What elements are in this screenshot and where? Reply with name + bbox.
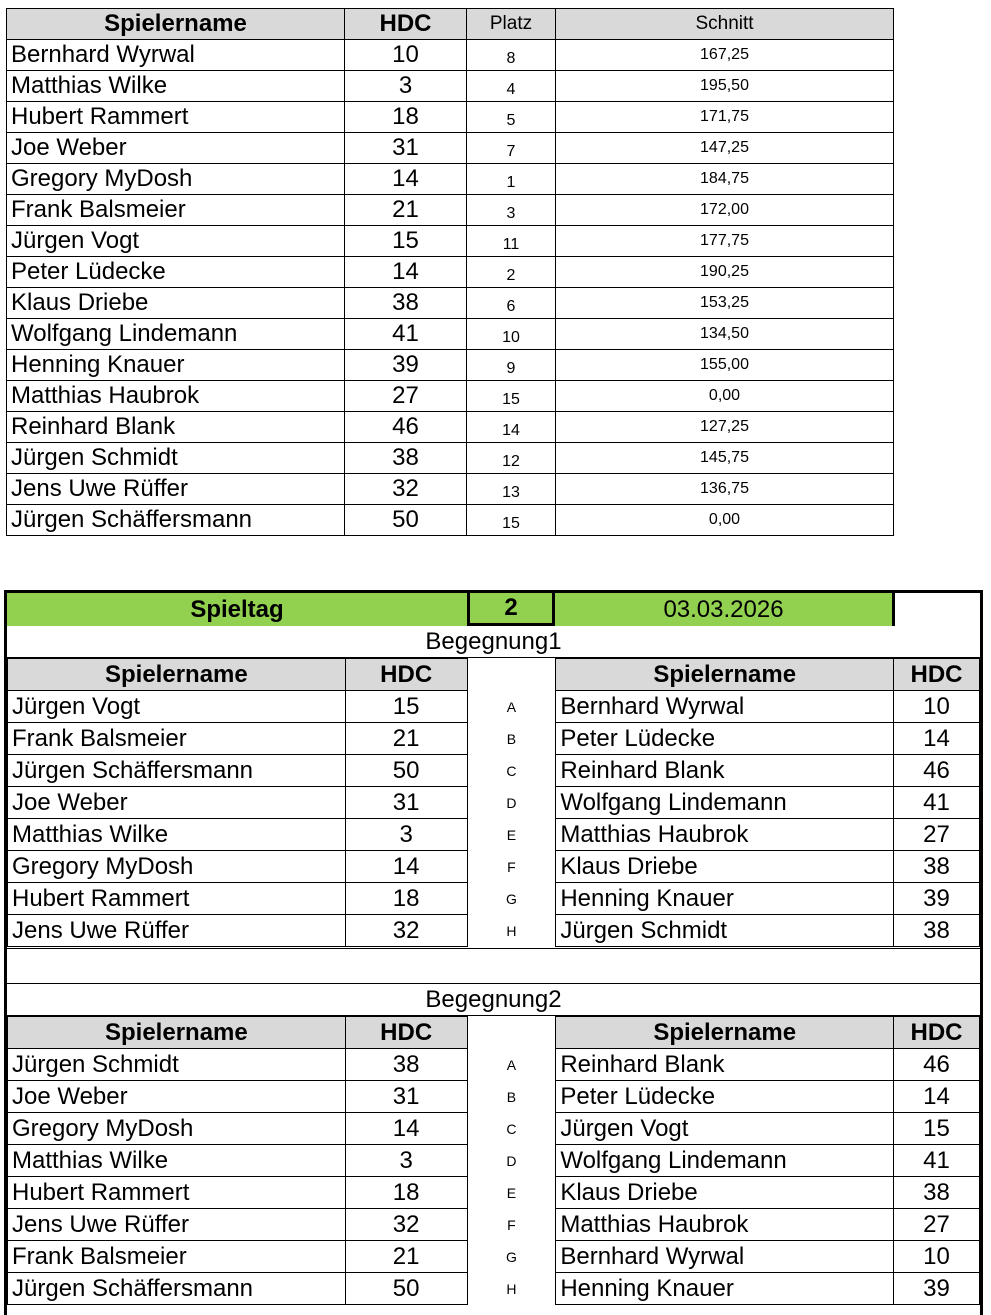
- player-platz: 13: [467, 474, 556, 505]
- table-row: [7, 40, 894, 71]
- player-schnitt: 0,00: [556, 381, 894, 412]
- right-player-hdc: 14: [894, 1081, 980, 1113]
- left-player-name: Gregory MyDosh: [8, 1113, 346, 1145]
- player-platz: 8: [467, 40, 556, 71]
- table-row: [7, 350, 894, 381]
- left-player-name: Jens Uwe Rüffer: [8, 915, 346, 947]
- right-player-hdc: 39: [894, 1273, 980, 1305]
- player-platz: 15: [467, 381, 556, 412]
- match-row: [8, 1209, 980, 1241]
- header-hdc-right: HDC: [894, 659, 980, 691]
- player-hdc: 39: [345, 350, 467, 381]
- table-row: [7, 505, 894, 536]
- match-row: [8, 691, 980, 723]
- right-player-name: Klaus Driebe: [556, 851, 894, 883]
- player-platz: 10: [467, 319, 556, 350]
- left-player-name: Jens Uwe Rüffer: [8, 1209, 346, 1241]
- left-player-name: Hubert Rammert: [8, 883, 346, 915]
- player-name: Jürgen Vogt: [7, 226, 345, 257]
- right-player-hdc: 14: [894, 723, 980, 755]
- table-row: [7, 257, 894, 288]
- player-platz: 7: [467, 133, 556, 164]
- left-player-hdc: 32: [345, 1209, 467, 1241]
- match-row: [8, 851, 980, 883]
- player-schnitt: 134,50: [556, 319, 894, 350]
- match-letter: E: [467, 1177, 556, 1209]
- match-letter: F: [467, 851, 556, 883]
- player-platz: 1: [467, 164, 556, 195]
- player-schnitt: 136,75: [556, 474, 894, 505]
- header-spielername-right: Spielername: [556, 1017, 894, 1049]
- left-player-hdc: 3: [345, 819, 467, 851]
- left-player-hdc: 14: [345, 1113, 467, 1145]
- player-name: Jürgen Schäffersmann: [7, 505, 345, 536]
- spacer-row: [7, 948, 980, 984]
- match-row: [8, 1273, 980, 1305]
- match-row: [8, 1145, 980, 1177]
- player-hdc: 15: [345, 226, 467, 257]
- player-schnitt: 127,25: [556, 412, 894, 443]
- begegnung1-table: [7, 658, 980, 947]
- match-letter: B: [467, 723, 556, 755]
- ranking-header-row: [7, 9, 894, 40]
- match-letter: H: [467, 1273, 556, 1305]
- match-row: [8, 1049, 980, 1081]
- table-row: [7, 164, 894, 195]
- match-letter: A: [467, 1049, 556, 1081]
- right-player-hdc: 39: [894, 883, 980, 915]
- left-player-hdc: 50: [345, 1273, 467, 1305]
- player-schnitt: 190,25: [556, 257, 894, 288]
- table-row: [7, 288, 894, 319]
- player-hdc: 21: [345, 195, 467, 226]
- player-name: Matthias Haubrok: [7, 381, 345, 412]
- header-schnitt: Schnitt: [556, 9, 894, 40]
- match-row: [8, 1113, 980, 1145]
- right-player-hdc: 38: [894, 1177, 980, 1209]
- player-platz: 3: [467, 195, 556, 226]
- right-player-name: Matthias Haubrok: [556, 1209, 894, 1241]
- player-name: Hubert Rammert: [7, 102, 345, 133]
- header-spielername-left: Spielername: [8, 1017, 346, 1049]
- player-name: Wolfgang Lindemann: [7, 319, 345, 350]
- player-platz: 14: [467, 412, 556, 443]
- right-player-hdc: 27: [894, 819, 980, 851]
- match-row: [8, 755, 980, 787]
- player-platz: 15: [467, 505, 556, 536]
- player-name: Peter Lüdecke: [7, 257, 345, 288]
- player-schnitt: 153,25: [556, 288, 894, 319]
- right-player-name: Jürgen Vogt: [556, 1113, 894, 1145]
- match-letter: D: [467, 1145, 556, 1177]
- player-hdc: 14: [345, 164, 467, 195]
- header-gap: [467, 659, 556, 691]
- player-hdc: 31: [345, 133, 467, 164]
- player-schnitt: 184,75: [556, 164, 894, 195]
- begegnung1-title: Begegnung1: [7, 626, 980, 658]
- left-player-hdc: 14: [345, 851, 467, 883]
- right-player-hdc: 27: [894, 1209, 980, 1241]
- player-hdc: 10: [345, 40, 467, 71]
- table-row: [7, 381, 894, 412]
- left-player-name: Joe Weber: [8, 1081, 346, 1113]
- match-row: [8, 787, 980, 819]
- player-schnitt: 147,25: [556, 133, 894, 164]
- left-player-name: Joe Weber: [8, 787, 346, 819]
- right-player-hdc: 46: [894, 1049, 980, 1081]
- right-player-name: Bernhard Wyrwal: [556, 691, 894, 723]
- match-row: [8, 819, 980, 851]
- right-player-name: Klaus Driebe: [556, 1177, 894, 1209]
- left-player-name: Matthias Wilke: [8, 1145, 346, 1177]
- match-letter: D: [467, 787, 556, 819]
- spieltag-header: [7, 593, 980, 626]
- right-player-name: Reinhard Blank: [556, 755, 894, 787]
- match-letter: C: [467, 755, 556, 787]
- right-player-hdc: 10: [894, 1241, 980, 1273]
- player-platz: 5: [467, 102, 556, 133]
- ranking-table: [6, 8, 894, 536]
- table-row: [7, 226, 894, 257]
- table-row: [7, 443, 894, 474]
- table-row: [7, 102, 894, 133]
- left-player-name: Gregory MyDosh: [8, 851, 346, 883]
- right-player-hdc: 46: [894, 755, 980, 787]
- begegnung2-title: Begegnung2: [7, 984, 980, 1016]
- header-hdc-left: HDC: [345, 1017, 467, 1049]
- player-name: Joe Weber: [7, 133, 345, 164]
- right-player-name: Henning Knauer: [556, 883, 894, 915]
- right-player-hdc: 10: [894, 691, 980, 723]
- left-player-name: Hubert Rammert: [8, 1177, 346, 1209]
- table-row: [7, 412, 894, 443]
- left-player-hdc: 18: [345, 1177, 467, 1209]
- match-letter: A: [467, 691, 556, 723]
- right-player-name: Jürgen Schmidt: [556, 915, 894, 947]
- player-name: Henning Knauer: [7, 350, 345, 381]
- match-letter: E: [467, 819, 556, 851]
- spieltag-blank-cell: [892, 593, 980, 626]
- spieltag-number: 2: [467, 593, 555, 626]
- player-hdc: 41: [345, 319, 467, 350]
- right-player-name: Henning Knauer: [556, 1273, 894, 1305]
- player-name: Matthias Wilke: [7, 71, 345, 102]
- match-letter: F: [467, 1209, 556, 1241]
- header-spielername-left: Spielername: [8, 659, 346, 691]
- match-header-row: [8, 1017, 980, 1049]
- player-schnitt: 177,75: [556, 226, 894, 257]
- match-header-row: [8, 659, 980, 691]
- player-hdc: 38: [345, 288, 467, 319]
- right-player-hdc: 38: [894, 915, 980, 947]
- header-spielername-right: Spielername: [556, 659, 894, 691]
- left-player-hdc: 31: [345, 787, 467, 819]
- left-player-name: Jürgen Schäffersmann: [8, 1273, 346, 1305]
- player-platz: 4: [467, 71, 556, 102]
- header-gap: [467, 1017, 556, 1049]
- player-name: Klaus Driebe: [7, 288, 345, 319]
- left-player-name: Frank Balsmeier: [8, 1241, 346, 1273]
- header-hdc: HDC: [345, 9, 467, 40]
- left-player-hdc: 18: [345, 883, 467, 915]
- right-player-name: Wolfgang Lindemann: [556, 1145, 894, 1177]
- right-player-name: Bernhard Wyrwal: [556, 1241, 894, 1273]
- match-letter: C: [467, 1113, 556, 1145]
- right-player-hdc: 41: [894, 1145, 980, 1177]
- player-name: Frank Balsmeier: [7, 195, 345, 226]
- right-player-name: Reinhard Blank: [556, 1049, 894, 1081]
- match-row: [8, 915, 980, 947]
- table-row: [7, 195, 894, 226]
- match-row: [8, 1241, 980, 1273]
- right-player-hdc: 41: [894, 787, 980, 819]
- left-player-hdc: 38: [345, 1049, 467, 1081]
- table-row: [7, 319, 894, 350]
- left-player-hdc: 32: [345, 915, 467, 947]
- right-player-name: Peter Lüdecke: [556, 723, 894, 755]
- player-name: Jürgen Schmidt: [7, 443, 345, 474]
- left-player-hdc: 21: [345, 1241, 467, 1273]
- left-player-name: Matthias Wilke: [8, 819, 346, 851]
- player-platz: 6: [467, 288, 556, 319]
- header-hdc-right: HDC: [894, 1017, 980, 1049]
- match-letter: H: [467, 915, 556, 947]
- spieltag-date: 03.03.2026: [555, 593, 892, 626]
- table-row: [7, 133, 894, 164]
- player-schnitt: 167,25: [556, 40, 894, 71]
- player-schnitt: 0,00: [556, 505, 894, 536]
- player-hdc: 18: [345, 102, 467, 133]
- right-player-hdc: 38: [894, 851, 980, 883]
- right-player-name: Peter Lüdecke: [556, 1081, 894, 1113]
- left-player-hdc: 31: [345, 1081, 467, 1113]
- right-player-name: Matthias Haubrok: [556, 819, 894, 851]
- player-hdc: 27: [345, 381, 467, 412]
- player-schnitt: 145,75: [556, 443, 894, 474]
- player-hdc: 46: [345, 412, 467, 443]
- player-name: Bernhard Wyrwal: [7, 40, 345, 71]
- right-player-name: Wolfgang Lindemann: [556, 787, 894, 819]
- player-hdc: 14: [345, 257, 467, 288]
- player-name: Gregory MyDosh: [7, 164, 345, 195]
- left-player-hdc: 50: [345, 755, 467, 787]
- player-schnitt: 172,00: [556, 195, 894, 226]
- begegnung2-table: [7, 1016, 980, 1305]
- spieltag-block: [4, 590, 983, 1315]
- left-player-name: Jürgen Schmidt: [8, 1049, 346, 1081]
- header-hdc-left: HDC: [345, 659, 467, 691]
- match-letter: G: [467, 883, 556, 915]
- player-schnitt: 171,75: [556, 102, 894, 133]
- match-letter: G: [467, 1241, 556, 1273]
- player-platz: 12: [467, 443, 556, 474]
- left-player-name: Jürgen Vogt: [8, 691, 346, 723]
- player-platz: 9: [467, 350, 556, 381]
- player-hdc: 38: [345, 443, 467, 474]
- player-hdc: 50: [345, 505, 467, 536]
- match-row: [8, 883, 980, 915]
- left-player-hdc: 3: [345, 1145, 467, 1177]
- table-row: [7, 71, 894, 102]
- match-row: [8, 723, 980, 755]
- player-name: Reinhard Blank: [7, 412, 345, 443]
- header-spielername: Spielername: [7, 9, 345, 40]
- left-player-hdc: 15: [345, 691, 467, 723]
- left-player-name: Jürgen Schäffersmann: [8, 755, 346, 787]
- player-platz: 11: [467, 226, 556, 257]
- match-row: [8, 1177, 980, 1209]
- player-schnitt: 155,00: [556, 350, 894, 381]
- header-platz: Platz: [467, 9, 556, 40]
- player-platz: 2: [467, 257, 556, 288]
- player-schnitt: 195,50: [556, 71, 894, 102]
- left-player-hdc: 21: [345, 723, 467, 755]
- spieltag-label: Spieltag: [7, 593, 467, 626]
- left-player-name: Frank Balsmeier: [8, 723, 346, 755]
- player-name: Jens Uwe Rüffer: [7, 474, 345, 505]
- table-row: [7, 474, 894, 505]
- match-letter: B: [467, 1081, 556, 1113]
- right-player-hdc: 15: [894, 1113, 980, 1145]
- player-hdc: 32: [345, 474, 467, 505]
- match-row: [8, 1081, 980, 1113]
- player-hdc: 3: [345, 71, 467, 102]
